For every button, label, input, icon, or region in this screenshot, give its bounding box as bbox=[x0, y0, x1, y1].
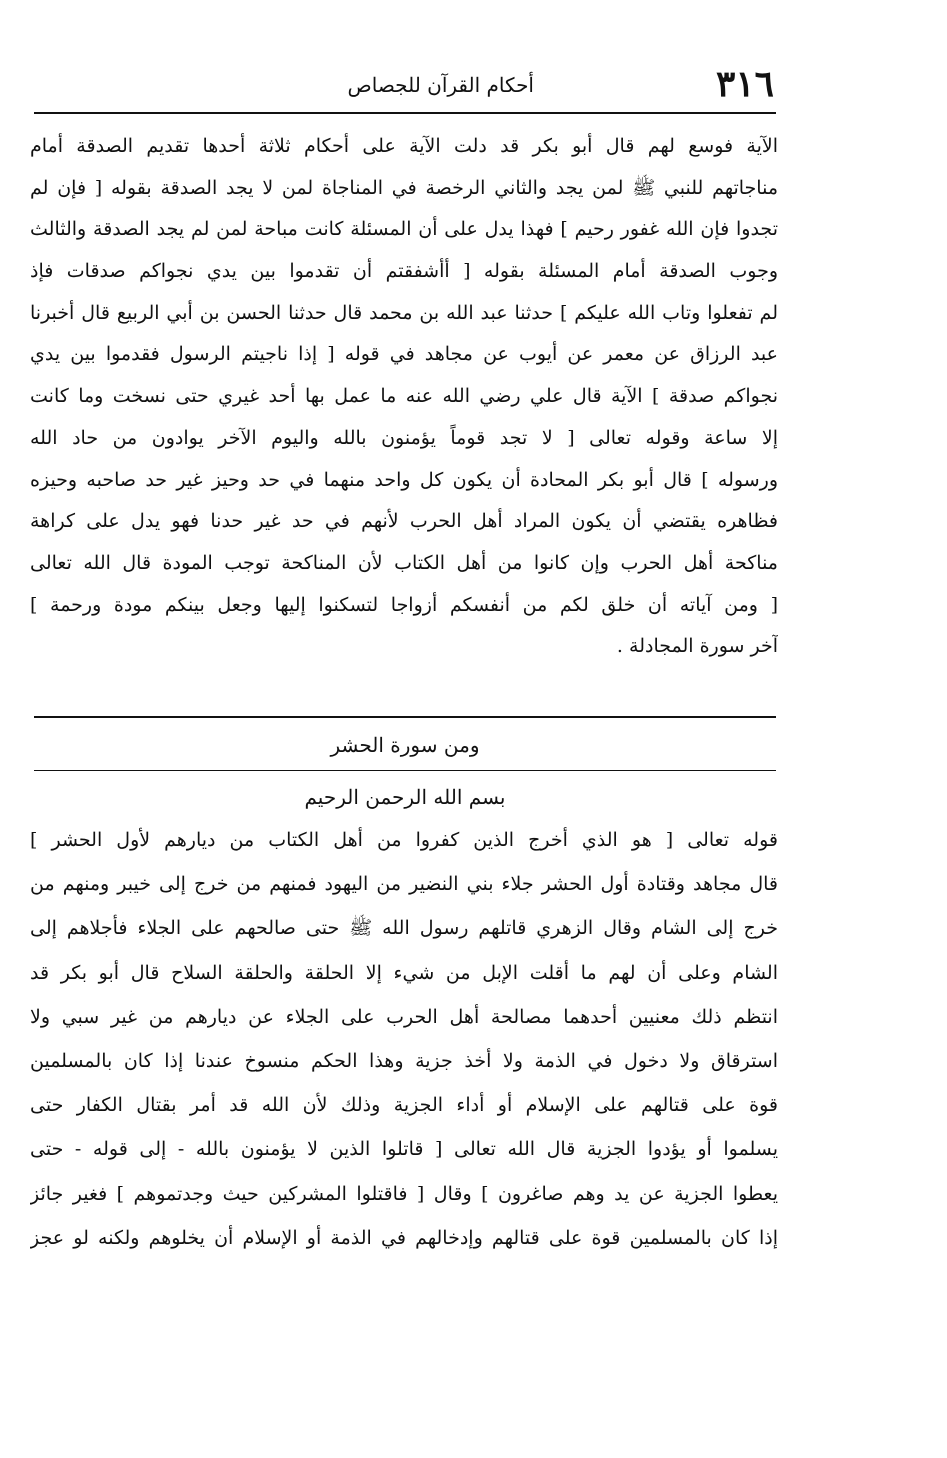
text-line: نجواكم صدقة ] الآية قال علي رضي الله عنه ما عمل بها أحد غيري حتى نسخت وما كانت bbox=[30, 385, 778, 408]
text-line: انتظم ذلك معنيين أحدهما مصالحة أهل الحرب على الجلاء عن ديارهم من غير سبي ولا bbox=[30, 1005, 778, 1028]
text-line: تجدوا فإن الله غفور رحيم ] فهذا يدل على أن المسئلة كانت مباحة لمن لم يجد الصدقة والثالث bbox=[30, 218, 778, 241]
basmala: بسم الله الرحمن الرحيم bbox=[304, 785, 506, 809]
section-divider bbox=[34, 716, 776, 718]
header-rule bbox=[34, 112, 776, 114]
surah-heading: ومن سورة الحشر bbox=[330, 733, 480, 757]
text-line: وجوب الصدقة أمام المسئلة بقوله [ أأشفقتم أن تقدموا بين يدي نجواكم صدقات فإذ bbox=[30, 260, 778, 283]
text-line: مناجاتهم للنبي ﷺ لمن يجد والثاني الرخصة في المناجاة لمن لا يجد الصدقة بقوله [ فإن لم bbox=[30, 176, 778, 199]
text-line: قال مجاهد وقتادة أول الحشر جلاء بني النضير من اليهود فمنهم من خرج إلى خيبر ومنهم من bbox=[30, 873, 778, 896]
text-line: قوله تعالى [ هو الذي أخرج الذين كفروا من أهل الكتاب من ديارهم لأول الحشر ] bbox=[30, 829, 778, 851]
text-line: يعطوا الجزية عن يد وهم صاغرون ] وقال [ فاقتلوا المشركين حيث وجدتموهم ] فغير جائز bbox=[30, 1182, 778, 1205]
text-line: الشام وعلى أن لهم ما أقلت الإبل من شيء إلا الحلقة والحلقة السلاح قال أبو بكر قد bbox=[30, 961, 778, 984]
text-line: يسلموا أو يؤدوا الجزية قال الله تعالى [ قاتلوا الذين لا يؤمنون بالله - إلى قوله - حتى bbox=[30, 1138, 778, 1161]
text-line: ورسوله ] قال أبو بكر المحادة أن يكون كل واحد منهما في حد وحيز غير حد صاحبه وحيزه bbox=[30, 468, 778, 491]
running-title: أحكام القرآن للجصاص bbox=[347, 73, 534, 97]
heading-rule bbox=[34, 770, 776, 771]
page-header bbox=[34, 62, 774, 112]
text-line: عبد الرزاق عن معمر عن أيوب عن مجاهد في قوله [ إذا ناجيتم الرسول فقدموا بين يدي bbox=[30, 343, 778, 366]
text-line: استرقاق ولا دخول في الذمة ولا أخذ جزية وهذا الحكم منسوخ عندنا إذا كان بالمسلمين bbox=[30, 1049, 778, 1072]
text-line: فظاهره يقتضي أن يكون المراد أهل الحرب لأنهم في حد غير حدنا فهو يدل على كراهة bbox=[30, 510, 778, 533]
page-number: ٣١٦ bbox=[715, 63, 774, 105]
text-line: إذا كان بالمسلمين قوة على قتالهم وإدخالهم في الذمة أو الإسلام أن يخلوهم ولكنه لو عجز bbox=[30, 1226, 778, 1249]
text-line: خرج إلى الشام وقال الزهري قاتلهم رسول الله ﷺ حتى صالحهم على الجلاء فأجلاهم إلى bbox=[30, 917, 778, 940]
text-line: إلا ساعة وقوله تعالى [ لا تجد قوماً يؤمنون بالله واليوم الآخر يوادون من حاد الله bbox=[30, 426, 778, 449]
text-line: لم تفعلوا وتاب الله عليكم ] حدثنا عبد الله بن محمد قال حدثنا الحسن بن أبي الربيع قال أخبرنا bbox=[30, 301, 778, 324]
text-line: مناكحة أهل الحرب وإن كانوا من أهل الكتاب لأن المناكحة توجب المودة قال الله تعالى bbox=[30, 551, 778, 574]
text-line: قوة على قتالهم على الإسلام أو أداء الجزية وذلك لأن الله قد أمر بقتال الكفار حتى bbox=[30, 1094, 778, 1117]
text-line: آخر سورة المجادلة . bbox=[616, 635, 778, 658]
section-two-text bbox=[30, 818, 778, 1260]
text-line: [ ومن آياته أن خلق لكم من أنفسكم أزواجا لتسكنوا إليها وجعل بينكم مودة ورحمة ] bbox=[30, 593, 778, 616]
section-one-text bbox=[30, 126, 778, 668]
text-line: الآية فوسع لهم قال أبو بكر قد دلت الآية على أحكام ثلاثة أحدها تقديم الصدقة أمام bbox=[30, 135, 778, 157]
